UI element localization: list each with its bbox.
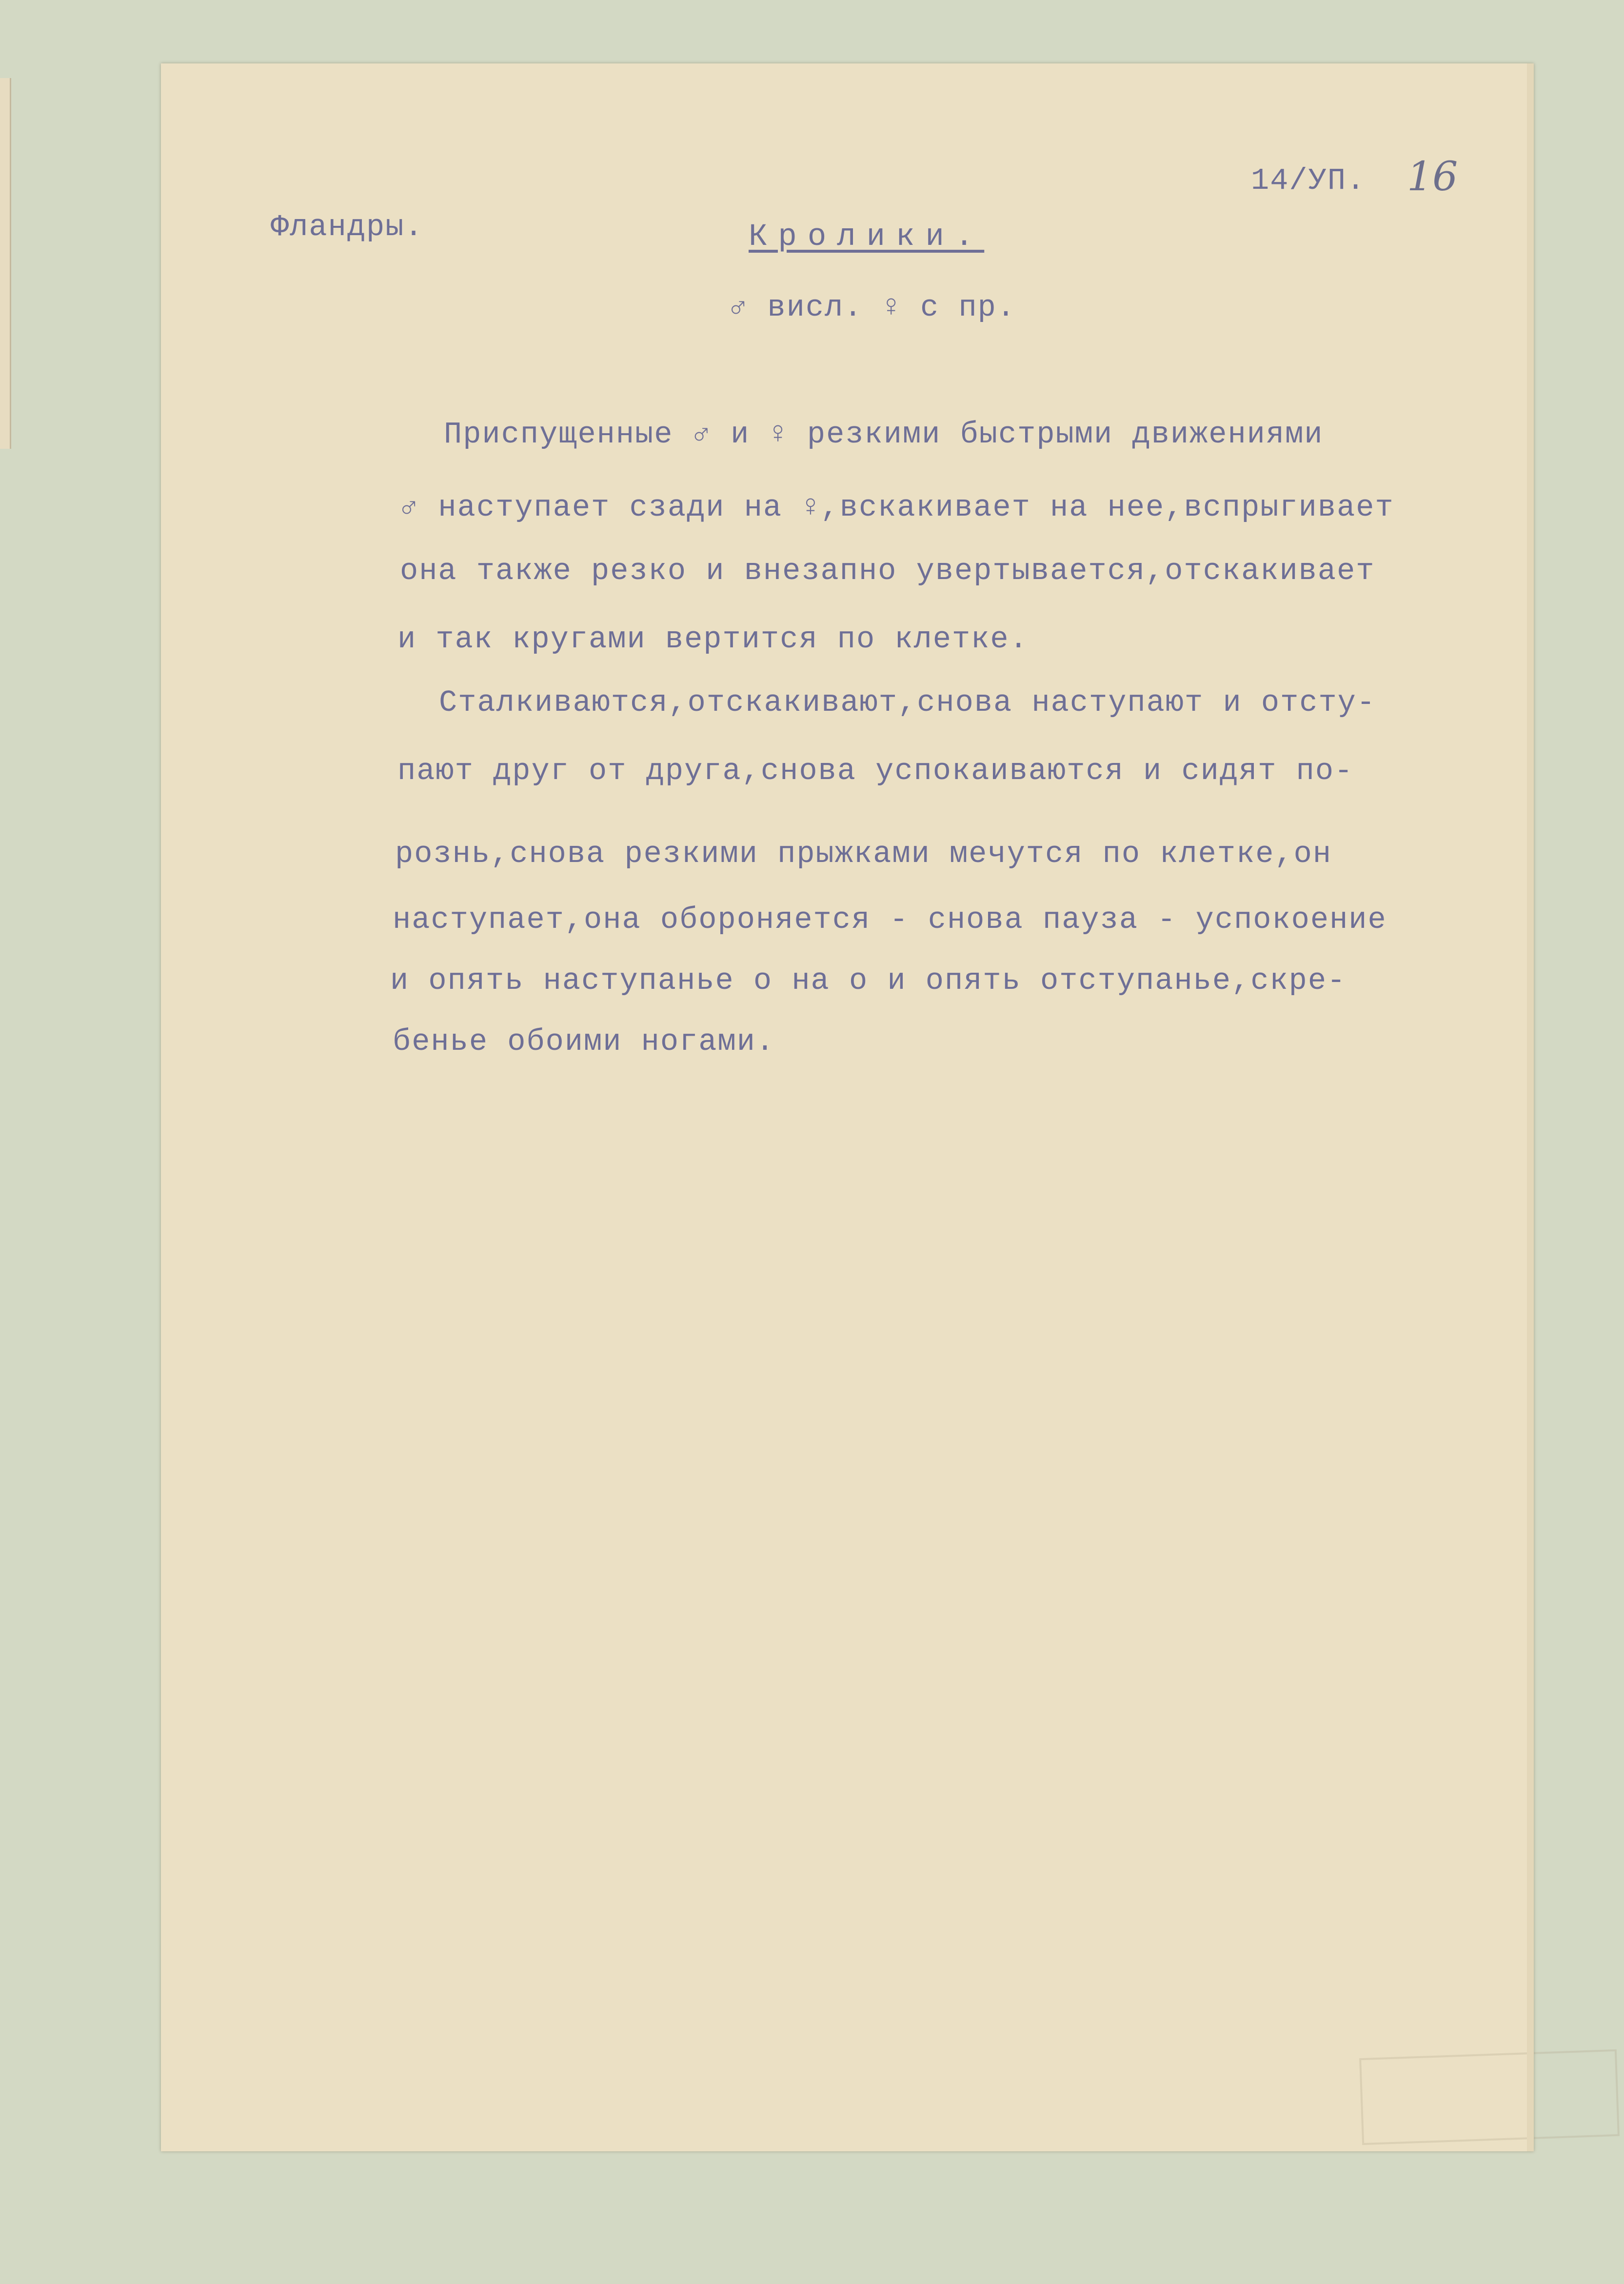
body-line-9: и опять наступанье о на о и опять отступанье,скре- bbox=[390, 963, 1347, 998]
body-line-1: Приспущенные ♂ и ♀ резкими быстрыми движениями bbox=[444, 417, 1324, 452]
document-page bbox=[161, 63, 1534, 2151]
document-subtitle: ♂ висл. ♀ с пр. bbox=[729, 290, 1016, 325]
handwritten-folio-number: 16 bbox=[1407, 154, 1458, 200]
body-line-10: бенье обоими ногами. bbox=[393, 1024, 775, 1059]
body-line-2: ♂ наступает сзади на ♀,вскакивает на нее,вспрыгивает bbox=[400, 490, 1394, 525]
document-title: Кролики. bbox=[749, 220, 985, 255]
body-line-3: она также резко и внезапно увертывается,отскакивает bbox=[400, 554, 1375, 588]
body-line-7: рознь,снова резкими прыжками мечутся по клетке,он bbox=[395, 837, 1332, 871]
faded-stamp bbox=[1359, 2049, 1620, 2145]
location-label: Фландры. bbox=[271, 210, 424, 244]
body-line-6: пают друг от друга,снова успокаиваются и сидят по- bbox=[397, 754, 1354, 788]
body-line-4: и так кругами вертится по клетке. bbox=[397, 622, 1029, 657]
body-line-8: наступает,она обороняется - снова пауза - успокоение bbox=[393, 902, 1387, 937]
adjacent-sheet-edge bbox=[0, 78, 11, 449]
page-number: 14/УП. bbox=[1251, 163, 1366, 198]
body-line-5: Сталкиваются,отскакивают,снова наступают и отсту- bbox=[439, 685, 1376, 720]
